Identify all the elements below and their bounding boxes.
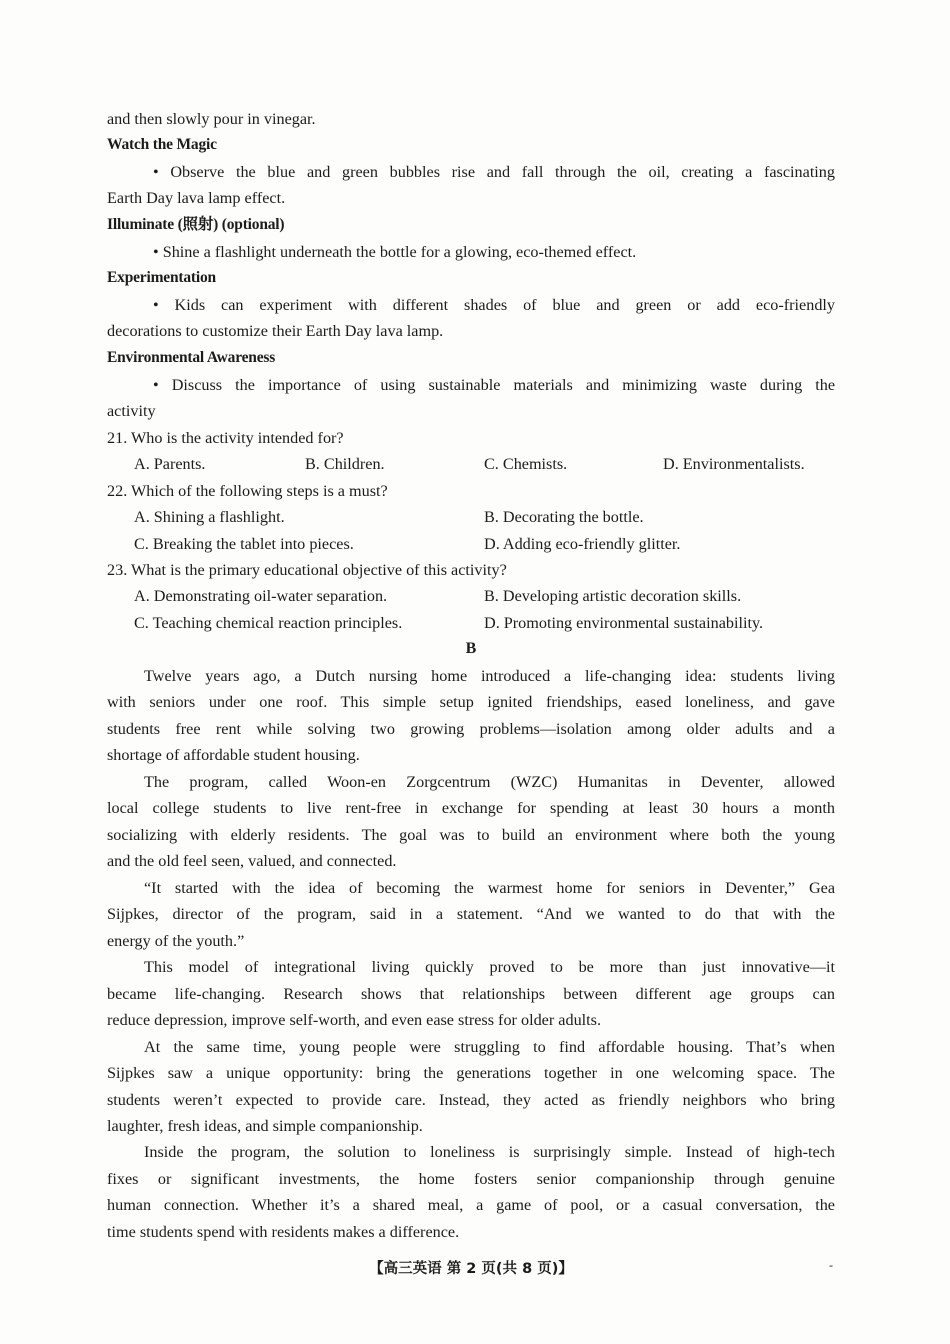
question-23-option-d[interactable]: D. Promoting environmental sustainability.: [484, 614, 764, 632]
question-22-option-d[interactable]: D. Adding eco-friendly glitter.: [484, 535, 681, 553]
question-21-stem: 21. Who is the activity intended for?: [107, 429, 344, 447]
question-22-option-a[interactable]: A. Shining a flashlight.: [134, 508, 285, 526]
paragraph-line: Sijpkes, director of the program, said in a statement. “And we wanted to do that with the: [107, 905, 835, 923]
footer-mark: -: [829, 1258, 833, 1272]
question-21-option-b[interactable]: B. Children.: [305, 455, 385, 473]
paragraph-line: Sijpkes saw a unique opportunity: bring the generations together in one welcoming space. The: [107, 1064, 835, 1082]
step-text: decorations to customize their Earth Day lava lamp.: [107, 322, 444, 340]
paragraph-line: fixes or significant investments, the home fosters senior companionship through genuine: [107, 1170, 835, 1188]
paragraph-line: Twelve years ago, a Dutch nursing home introduced a life-changing idea: students living: [144, 667, 835, 685]
step-heading-watch-magic: Watch the Magic: [107, 136, 217, 153]
paragraph-line: The program, called Woon-en Zorgcentrum (WZC) Humanitas in Deventer, allowed: [144, 773, 835, 791]
paragraph-line: students weren’t expected to provide care. Instead, they acted as friendly neighbors who bring: [107, 1091, 835, 1109]
section-b-label: B: [465, 640, 477, 657]
question-23-option-a[interactable]: A. Demonstrating oil-water separation.: [134, 587, 388, 605]
question-21-option-d[interactable]: D. Environmentalists.: [663, 455, 805, 473]
step-text: • Shine a flashlight underneath the bottle for a glowing, eco-themed effect.: [153, 243, 637, 261]
paragraph-line: human connection. Whether it’s a shared meal, a game of pool, or a casual conversation, the: [107, 1196, 835, 1214]
question-21-option-a[interactable]: A. Parents.: [134, 455, 206, 473]
step-text: activity: [107, 402, 156, 420]
paragraph-line: socializing with elderly residents. The goal was to build an environment where both the young: [107, 826, 835, 844]
question-22-option-c[interactable]: C. Breaking the tablet into pieces.: [134, 535, 354, 553]
step-text: • Discuss the importance of using sustainable materials and minimizing waste during the: [153, 376, 835, 394]
paragraph-line: local college students to live rent-free in exchange for spending at least 30 hours a month: [107, 799, 835, 817]
question-22-option-b[interactable]: B. Decorating the bottle.: [484, 508, 644, 526]
paragraph-line: laughter, fresh ideas, and simple companionship.: [107, 1117, 423, 1135]
paragraph-line: reduce depression, improve self-worth, and even ease stress for older adults.: [107, 1011, 602, 1029]
paragraph-line: with seniors under one roof. This simple setup ignited friendships, eased loneliness, and gave: [107, 693, 835, 711]
question-23-stem: 23. What is the primary educational objective of this activity?: [107, 561, 507, 579]
step-heading-illuminate: Illuminate (照射) (optional): [107, 216, 285, 233]
paragraph-line: shortage of affordable student housing.: [107, 746, 360, 764]
paragraph-line: students free rent while solving two growing problems—isolation among older adults and a: [107, 720, 835, 738]
question-23-option-b[interactable]: B. Developing artistic decoration skills.: [484, 587, 742, 605]
step-heading-experimentation: Experimentation: [107, 269, 216, 286]
paragraph-line: “It started with the idea of becoming the warmest home for seniors in Deventer,” Gea: [144, 879, 835, 897]
paragraph-line: This model of integrational living quickly proved to be more than just innovative—it: [144, 958, 835, 976]
paragraph-line: energy of the youth.”: [107, 932, 245, 950]
paragraph-line: At the same time, young people were struggling to find affordable housing. That’s when: [144, 1038, 835, 1056]
step-text: • Kids can experiment with different shades of blue and green or add eco-friendly: [153, 296, 835, 314]
step-text: • Observe the blue and green bubbles rise and fall through the oil, creating a fascinating: [153, 163, 835, 181]
step-text: Earth Day lava lamp effect.: [107, 189, 286, 207]
question-23-option-c[interactable]: C. Teaching chemical reaction principles.: [134, 614, 403, 632]
paragraph-line: Inside the program, the solution to loneliness is surprisingly simple. Instead of high-tech: [144, 1143, 835, 1161]
paragraph-line: time students spend with residents makes a difference.: [107, 1223, 460, 1241]
question-22-stem: 22. Which of the following steps is a must?: [107, 482, 388, 500]
question-21-option-c[interactable]: C. Chemists.: [484, 455, 568, 473]
step-heading-environmental-awareness: Environmental Awareness: [107, 349, 276, 366]
paragraph-line: and the old feel seen, valued, and connected.: [107, 852, 397, 870]
page-footer: 【高三英语 第 2 页(共 8 页)】: [369, 1261, 573, 1277]
intro-line: and then slowly pour in vinegar.: [107, 110, 316, 128]
paragraph-line: became life-changing. Research shows that relationships between different age groups can: [107, 985, 835, 1003]
